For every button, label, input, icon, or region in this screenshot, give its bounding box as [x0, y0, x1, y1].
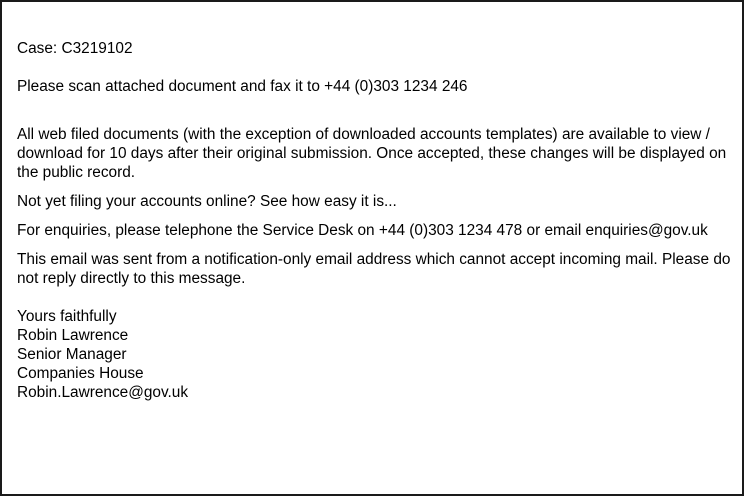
- not-yet-filing-text: Not yet filing your accounts online? See how easy it is...: [17, 193, 397, 210]
- case-reference: Case: C3219102: [17, 40, 133, 57]
- signature-closing: Yours faithfully: [17, 308, 117, 325]
- signature-block: [17, 307, 732, 402]
- web-filed-paragraph: All web filed documents (with the exception of downloaded accounts templates) are available to view / download for 10 days after their original submission. Once accepted, these changes will be displayed on the public record.: [17, 126, 727, 181]
- signature-organisation: Companies House: [17, 365, 144, 382]
- signature-title: Senior Manager: [17, 346, 127, 363]
- notification-only-notice: This email was sent from a notification-only email address which cannot accept incoming mail. Please do not reply directly to this message.: [17, 251, 731, 287]
- signature-email: Robin.Lawrence@gov.uk: [17, 384, 189, 401]
- fax-instruction: Please scan attached document and fax it to +44 (0)303 1234 246: [17, 78, 468, 95]
- enquiries-paragraph: For enquiries, please telephone the Service Desk on +44 (0)303 1234 478 or email enquiries@gov.uk: [17, 222, 708, 239]
- email-body: [17, 39, 732, 402]
- signature-name: Robin Lawrence: [17, 327, 129, 344]
